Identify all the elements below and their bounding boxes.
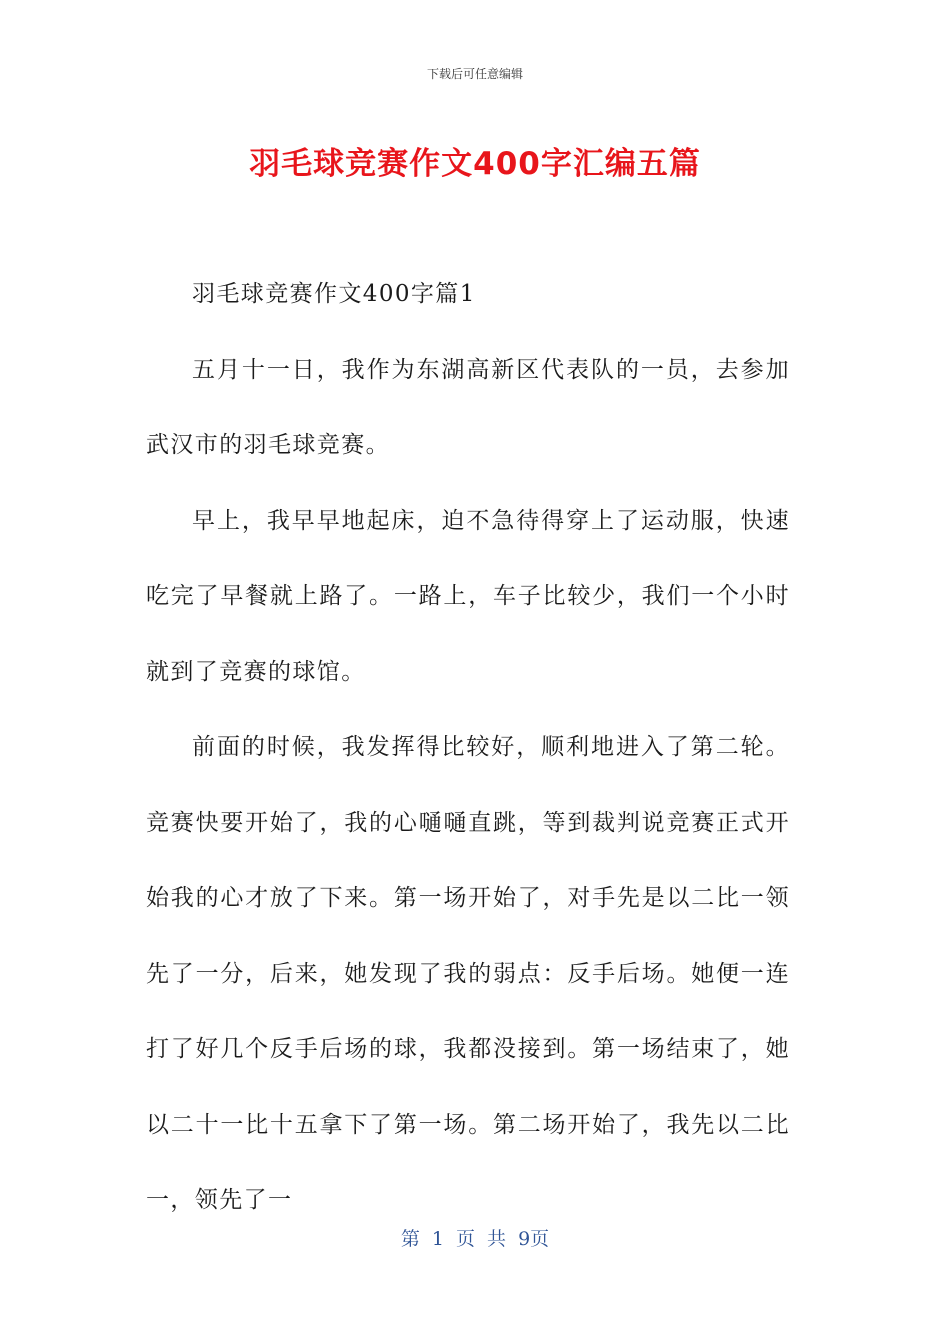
section-heading: 羽毛球竞赛作文400字篇1 xyxy=(192,281,476,307)
paragraph: 五月十一日，我作为东湖高新区代表队的一员，去参加武汉市的羽毛球竞赛。 xyxy=(146,356,790,458)
page-header-note: 下载后可任意编辑 xyxy=(426,67,523,81)
document-body xyxy=(146,257,790,1239)
document-title: 羽毛球竞赛作文400字汇编五篇 xyxy=(249,146,701,182)
page-number-footer: 第 1 页 共 9页 xyxy=(400,1228,550,1250)
paragraph: 前面的时候，我发挥得比较好，顺利地进入了第二轮。竞赛快要开始了，我的心嗵嗵直跳，等到裁判说竞赛正式开始我的心才放了下来。第一场开始了，对手先是以二比一领先了一分，后来，她发现了我的弱点：反手后场。她便一连打了好几个反手后场的球，我都没接到。第一场结束了，她以二十一比十五拿下了第一场。第二场开始了，我先以二比一，领先了一 xyxy=(146,734,790,1213)
paragraph: 早上，我早早地起床，迫不急待得穿上了运动服，快速吃完了早餐就上路了。一路上，车子比较少，我们一个小时就到了竞赛的球馆。 xyxy=(146,507,790,685)
